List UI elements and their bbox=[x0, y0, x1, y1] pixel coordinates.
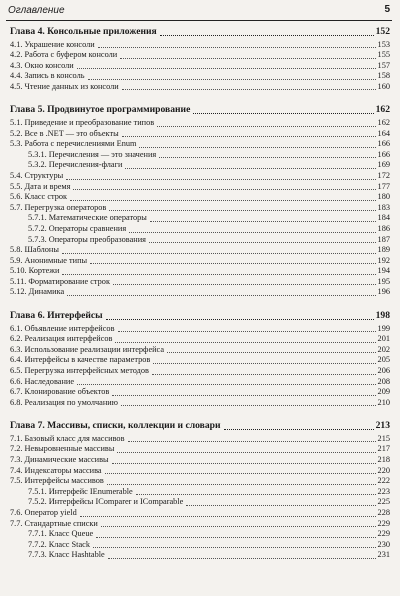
entry-title: Глава 4. Консольные приложения bbox=[10, 26, 157, 37]
entry-title: Глава 7. Массивы, списки, коллекции и словари bbox=[10, 420, 221, 432]
entry-page: 230 bbox=[377, 539, 390, 549]
dot-leader bbox=[113, 284, 376, 285]
dot-leader bbox=[108, 558, 376, 559]
entry-page: 160 bbox=[377, 81, 390, 91]
dot-leader bbox=[77, 384, 376, 385]
section-entry bbox=[0, 387, 400, 398]
entry-title: 7.5.2. Интерфейсы IComparer и IComparable bbox=[28, 497, 184, 507]
subsection-entry bbox=[0, 540, 400, 551]
dot-leader bbox=[90, 263, 375, 264]
dot-leader bbox=[101, 526, 376, 527]
entry-page: 153 bbox=[377, 39, 390, 49]
entry-title: 6.5. Перегрузка интерфейсных методов bbox=[10, 365, 149, 375]
subsection-entry bbox=[0, 213, 400, 224]
chapter-heading bbox=[0, 26, 400, 39]
entry-title: 6.1. Объявление интерфейсов bbox=[10, 323, 115, 333]
dot-leader bbox=[149, 242, 376, 243]
section-entry bbox=[0, 287, 400, 298]
dot-leader bbox=[167, 352, 376, 353]
dot-leader bbox=[122, 136, 376, 137]
section-entry bbox=[0, 245, 400, 256]
entry-title: 7.4. Индексаторы массива bbox=[10, 465, 102, 475]
entry-title: 5.3.2. Перечисления-флаги bbox=[28, 160, 123, 170]
entry-page: 213 bbox=[375, 420, 390, 432]
entry-title: 5.7.1. Математические операторы bbox=[28, 213, 147, 223]
section-entry bbox=[0, 50, 400, 61]
subsection-entry bbox=[0, 160, 400, 171]
entry-title: 7.6. Оператор yield bbox=[10, 507, 77, 517]
subsection-entry bbox=[0, 224, 400, 235]
dot-leader bbox=[128, 441, 376, 442]
page-header bbox=[0, 0, 400, 22]
chapter-block bbox=[0, 26, 400, 92]
entry-page: 192 bbox=[377, 255, 390, 265]
entry-title: 6.8. Реализация по умолчанию bbox=[10, 397, 118, 407]
dot-leader bbox=[109, 210, 375, 211]
section-entry bbox=[0, 61, 400, 72]
dot-leader bbox=[62, 274, 375, 275]
section-entry bbox=[0, 398, 400, 409]
dot-leader bbox=[150, 221, 376, 222]
dot-leader bbox=[125, 168, 375, 169]
entry-title: 7.7.3. Класс Hashtable bbox=[28, 550, 105, 560]
section-entry bbox=[0, 476, 400, 487]
chapter-heading bbox=[0, 310, 400, 323]
entry-page: 169 bbox=[377, 160, 390, 170]
entry-page: 183 bbox=[377, 202, 390, 212]
entry-page: 217 bbox=[377, 444, 390, 454]
entry-page: 201 bbox=[377, 334, 390, 344]
dot-leader bbox=[80, 516, 376, 517]
entry-title: 7.7.2. Класс Stack bbox=[28, 539, 90, 549]
entry-title: 5.1. Приведение и преобразование типов bbox=[10, 117, 155, 127]
table-of-contents bbox=[0, 26, 400, 573]
section-entry bbox=[0, 366, 400, 377]
entry-page: 155 bbox=[377, 50, 390, 60]
entry-title: 7.7. Стандартные списки bbox=[10, 518, 98, 528]
section-entry bbox=[0, 71, 400, 82]
section-entry bbox=[0, 355, 400, 366]
entry-title: Глава 6. Интерфейсы bbox=[10, 310, 103, 322]
section-entry bbox=[0, 203, 400, 214]
entry-title: 7.1. Базовый класс для массивов bbox=[10, 433, 125, 443]
running-title: Оглавление bbox=[8, 5, 65, 16]
entry-title: 6.2. Реализация интерфейсов bbox=[10, 334, 113, 344]
dot-leader bbox=[93, 547, 376, 548]
entry-title: 6.6. Наследование bbox=[10, 376, 75, 386]
section-entry bbox=[0, 182, 400, 193]
dot-leader bbox=[88, 79, 376, 80]
dot-leader bbox=[122, 89, 376, 90]
entry-title: 7.5. Интерфейсы массивов bbox=[10, 476, 104, 486]
dot-leader bbox=[117, 452, 375, 453]
dot-leader bbox=[67, 295, 375, 296]
section-entry bbox=[0, 256, 400, 267]
entry-page: 220 bbox=[377, 465, 390, 475]
section-entry bbox=[0, 444, 400, 455]
chapter-block bbox=[0, 104, 400, 298]
entry-title: 5.5. Дата и время bbox=[10, 181, 71, 191]
entry-page: 187 bbox=[377, 234, 390, 244]
entry-title: 5.10. Кортежи bbox=[10, 266, 60, 276]
section-entry bbox=[0, 377, 400, 388]
entry-title: 7.5.1. Интерфейс IEnumerable bbox=[28, 486, 133, 496]
entry-page: 157 bbox=[377, 60, 390, 70]
dot-leader bbox=[62, 253, 376, 254]
entry-page: 166 bbox=[377, 139, 390, 149]
dot-leader bbox=[224, 429, 374, 430]
entry-title: 4.5. Чтение данных из консоли bbox=[10, 81, 119, 91]
entry-title: 4.4. Запись в консоль bbox=[10, 71, 85, 81]
section-entry bbox=[0, 508, 400, 519]
entry-page: 215 bbox=[377, 433, 390, 443]
entry-page: 202 bbox=[377, 344, 390, 354]
dot-leader bbox=[160, 35, 374, 36]
entry-title: 5.4. Структуры bbox=[10, 170, 64, 180]
entry-title: 5.7.2. Операторы сравнения bbox=[28, 223, 127, 233]
dot-leader bbox=[139, 147, 375, 148]
dot-leader bbox=[73, 189, 375, 190]
subsection-entry bbox=[0, 550, 400, 561]
subsection-entry bbox=[0, 235, 400, 246]
entry-title: 5.2. Все в .NET — это объекты bbox=[10, 128, 119, 138]
entry-page: 152 bbox=[375, 26, 390, 37]
dot-leader bbox=[186, 505, 375, 506]
entry-title: 4.2. Работа с буфером консоли bbox=[10, 50, 118, 60]
entry-title: 5.7.3. Операторы преобразования bbox=[28, 234, 146, 244]
dot-leader bbox=[136, 494, 376, 495]
entry-title: 5.8. Шаблоны bbox=[10, 245, 59, 255]
section-entry bbox=[0, 324, 400, 335]
dot-leader bbox=[105, 473, 376, 474]
section-entry bbox=[0, 171, 400, 182]
dot-leader bbox=[121, 405, 376, 406]
dot-leader bbox=[112, 395, 375, 396]
page-number: 5 bbox=[384, 4, 390, 15]
entry-page: 177 bbox=[377, 181, 390, 191]
chapter-heading bbox=[0, 104, 400, 117]
subsection-entry bbox=[0, 150, 400, 161]
entry-page: 225 bbox=[377, 497, 390, 507]
dot-leader bbox=[159, 157, 375, 158]
dot-leader bbox=[193, 113, 373, 114]
entry-title: Глава 5. Продвинутое программирование bbox=[10, 104, 191, 116]
entry-title: 5.12. Динамика bbox=[10, 287, 65, 297]
section-entry bbox=[0, 345, 400, 356]
entry-page: 184 bbox=[377, 213, 390, 223]
dot-leader bbox=[153, 363, 375, 364]
entry-page: 189 bbox=[377, 245, 390, 255]
dot-leader bbox=[157, 126, 375, 127]
entry-page: 195 bbox=[377, 276, 390, 286]
entry-page: 205 bbox=[377, 355, 390, 365]
section-entry bbox=[0, 129, 400, 140]
dot-leader bbox=[118, 331, 376, 332]
entry-title: 6.3. Использование реализации интерфейса bbox=[10, 344, 165, 354]
header-rule bbox=[6, 20, 392, 21]
entry-title: 7.7.1. Класс Queue bbox=[28, 529, 94, 539]
entry-page: 210 bbox=[377, 397, 390, 407]
entry-page: 164 bbox=[377, 128, 390, 138]
dot-leader bbox=[70, 200, 375, 201]
section-entry bbox=[0, 519, 400, 530]
entry-page: 166 bbox=[377, 149, 390, 159]
entry-page: 172 bbox=[377, 170, 390, 180]
entry-title: 4.3. Окно консоли bbox=[10, 60, 74, 70]
section-entry bbox=[0, 192, 400, 203]
entry-title: 5.7. Перегрузка операторов bbox=[10, 202, 107, 212]
entry-title: 7.2. Невыровненные массивы bbox=[10, 444, 115, 454]
chapter-block bbox=[0, 310, 400, 408]
chapter-block bbox=[0, 420, 400, 561]
section-entry bbox=[0, 277, 400, 288]
section-entry bbox=[0, 82, 400, 93]
dot-leader bbox=[112, 463, 376, 464]
entry-page: 162 bbox=[377, 117, 390, 127]
entry-page: 158 bbox=[377, 71, 390, 81]
section-entry bbox=[0, 434, 400, 445]
entry-title: 5.9. Анонимные типы bbox=[10, 255, 88, 265]
entry-title: 7.3. Динамические массивы bbox=[10, 455, 109, 464]
subsection-entry bbox=[0, 487, 400, 498]
section-entry bbox=[0, 455, 400, 466]
dot-leader bbox=[98, 47, 376, 48]
dot-leader bbox=[77, 68, 376, 69]
entry-title: 5.3. Работа с перечислениями Enum bbox=[10, 139, 137, 149]
section-entry bbox=[0, 139, 400, 150]
entry-page: 218 bbox=[377, 455, 390, 464]
entry-page: 196 bbox=[377, 287, 390, 297]
entry-page: 180 bbox=[377, 192, 390, 202]
dot-leader bbox=[66, 179, 375, 180]
section-entry bbox=[0, 334, 400, 345]
section-entry bbox=[0, 40, 400, 51]
entry-page: 228 bbox=[377, 507, 390, 517]
entry-page: 229 bbox=[377, 529, 390, 539]
subsection-entry bbox=[0, 529, 400, 540]
dot-leader bbox=[120, 58, 375, 59]
entry-page: 208 bbox=[377, 376, 390, 386]
entry-title: 5.6. Класс строк bbox=[10, 192, 68, 202]
entry-page: 186 bbox=[377, 223, 390, 233]
entry-title: 6.4. Интерфейсы в качестве параметров bbox=[10, 355, 151, 365]
entry-page: 162 bbox=[375, 104, 390, 116]
section-entry bbox=[0, 266, 400, 277]
entry-page: 229 bbox=[377, 518, 390, 528]
subsection-entry bbox=[0, 497, 400, 508]
entry-page: 222 bbox=[377, 476, 390, 486]
dot-leader bbox=[107, 484, 376, 485]
entry-title: 4.1. Украшение консоли bbox=[10, 39, 95, 49]
entry-page: 223 bbox=[377, 486, 390, 496]
dot-leader bbox=[115, 342, 375, 343]
entry-page: 206 bbox=[377, 365, 390, 375]
entry-page: 198 bbox=[375, 310, 390, 322]
entry-title: 6.7. Клонирование объектов bbox=[10, 387, 110, 397]
dot-leader bbox=[152, 374, 376, 375]
entry-page: 209 bbox=[377, 387, 390, 397]
section-entry bbox=[0, 466, 400, 477]
entry-title: 5.11. Форматирование строк bbox=[10, 276, 110, 286]
section-entry bbox=[0, 118, 400, 129]
entry-title: 5.3.1. Перечисления — это значения bbox=[28, 149, 157, 159]
dot-leader bbox=[96, 537, 375, 538]
entry-page: 194 bbox=[377, 266, 390, 276]
dot-leader bbox=[129, 232, 375, 233]
entry-page: 231 bbox=[377, 550, 390, 560]
entry-page: 199 bbox=[377, 323, 390, 333]
dot-leader bbox=[106, 319, 374, 320]
chapter-heading bbox=[0, 420, 400, 433]
